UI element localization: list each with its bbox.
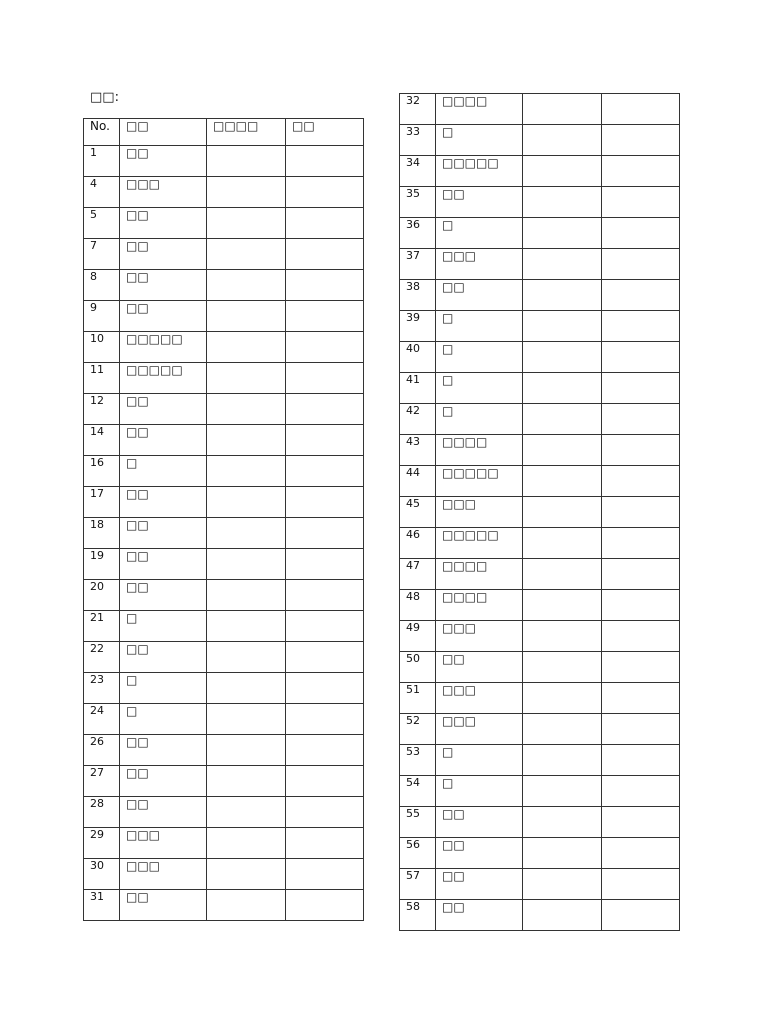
row-cell-4[interactable] [286,301,364,332]
row-name: □ [436,125,523,156]
row-name: □□ [120,549,207,580]
row-name: □ [120,611,207,642]
row-cell-3[interactable] [207,673,286,704]
row-name: □□ [120,797,207,828]
left-table-body [84,146,364,921]
row-cell-3[interactable] [523,900,602,931]
row-cell-4[interactable] [286,766,364,797]
row-cell-3[interactable] [207,425,286,456]
table-row [400,280,680,311]
row-number: 32 [400,94,436,125]
row-name: □□ [120,425,207,456]
row-number: 20 [84,580,120,611]
table-row [400,187,680,218]
row-cell-4[interactable] [602,435,680,466]
row-cell-4[interactable] [286,642,364,673]
row-name: □□ [436,838,523,869]
row-cell-4[interactable] [602,621,680,652]
table-row [400,838,680,869]
row-name: □□□ [120,828,207,859]
table-row [84,828,364,859]
table-row [84,487,364,518]
row-number: 26 [84,735,120,766]
row-cell-3[interactable] [207,146,286,177]
row-number: 48 [400,590,436,621]
row-number: 52 [400,714,436,745]
row-cell-4[interactable] [602,311,680,342]
row-number: 27 [84,766,120,797]
left-table [83,118,364,921]
row-number: 24 [84,704,120,735]
table-row [400,373,680,404]
row-name: □□□□ [436,435,523,466]
table-row [84,239,364,270]
row-cell-4[interactable] [602,900,680,931]
row-number: 33 [400,125,436,156]
row-number: 54 [400,776,436,807]
row-number: 35 [400,187,436,218]
row-name: □□ [120,301,207,332]
row-name: □ [436,404,523,435]
table-row [400,218,680,249]
table-row [84,549,364,580]
row-number: 34 [400,156,436,187]
row-cell-3[interactable] [207,611,286,642]
row-cell-3[interactable] [207,797,286,828]
row-name: □□□ [436,621,523,652]
row-cell-4[interactable] [602,497,680,528]
row-name: □□□□ [436,94,523,125]
row-name: □□□□ [436,590,523,621]
row-cell-4[interactable] [286,487,364,518]
table-row [84,673,364,704]
row-cell-4[interactable] [602,342,680,373]
row-cell-3[interactable] [523,404,602,435]
right-table [399,93,680,931]
row-number: 38 [400,280,436,311]
row-cell-3[interactable] [207,177,286,208]
row-name: □□□□□ [120,363,207,394]
row-number: 41 [400,373,436,404]
row-number: 53 [400,745,436,776]
table-row [84,301,364,332]
row-name: □□ [436,869,523,900]
row-name: □□ [120,766,207,797]
row-cell-3[interactable] [207,239,286,270]
row-cell-3[interactable] [523,652,602,683]
row-number: 55 [400,807,436,838]
row-cell-4[interactable] [602,218,680,249]
table-row [400,807,680,838]
row-number: 11 [84,363,120,394]
table-row [84,208,364,239]
row-cell-3[interactable] [207,394,286,425]
row-cell-4[interactable] [602,683,680,714]
row-number: 57 [400,869,436,900]
row-cell-4[interactable] [286,549,364,580]
row-name: □□□□□ [436,156,523,187]
row-cell-4[interactable] [602,652,680,683]
row-cell-3[interactable] [207,766,286,797]
table-row [84,642,364,673]
row-cell-3[interactable] [523,373,602,404]
row-cell-3[interactable] [207,332,286,363]
row-name: □□ [120,580,207,611]
table-row [84,797,364,828]
row-number: 45 [400,497,436,528]
table-row [400,342,680,373]
row-name: □ [120,456,207,487]
table-row [400,714,680,745]
table-row [400,745,680,776]
row-cell-3[interactable] [523,249,602,280]
row-cell-4[interactable] [602,528,680,559]
row-number: 31 [84,890,120,921]
row-number: 43 [400,435,436,466]
table-row [84,518,364,549]
row-cell-3[interactable] [207,642,286,673]
row-cell-4[interactable] [286,859,364,890]
row-name: □□ [120,518,207,549]
row-number: 47 [400,559,436,590]
row-cell-3[interactable] [523,745,602,776]
row-cell-4[interactable] [286,890,364,921]
row-name: □□□ [120,177,207,208]
row-cell-4[interactable] [602,249,680,280]
row-cell-3[interactable] [207,301,286,332]
row-cell-3[interactable] [207,549,286,580]
row-cell-3[interactable] [207,208,286,239]
row-number: 12 [84,394,120,425]
row-cell-3[interactable] [207,363,286,394]
row-number: 14 [84,425,120,456]
table-row [400,900,680,931]
table-row [400,249,680,280]
row-name: □□ [120,890,207,921]
row-cell-3[interactable] [523,435,602,466]
table-row [84,890,364,921]
row-cell-4[interactable] [286,673,364,704]
row-cell-4[interactable] [602,125,680,156]
row-cell-4[interactable] [286,518,364,549]
table-row [400,435,680,466]
table-row [84,177,364,208]
row-number: 22 [84,642,120,673]
row-cell-4[interactable] [602,745,680,776]
row-number: 5 [84,208,120,239]
row-number: 17 [84,487,120,518]
row-name: □□□ [120,859,207,890]
row-cell-3[interactable] [523,714,602,745]
row-cell-4[interactable] [602,466,680,497]
table-row [400,776,680,807]
row-name: □□ [120,642,207,673]
row-name: □□ [120,146,207,177]
table-row [400,528,680,559]
table-row [84,735,364,766]
row-cell-4[interactable] [286,177,364,208]
table-row [84,611,364,642]
table-header-row [84,119,364,146]
table-row [400,94,680,125]
row-name: □□ [436,280,523,311]
row-name: □□□□□ [436,466,523,497]
row-cell-3[interactable] [523,497,602,528]
row-cell-4[interactable] [286,425,364,456]
row-cell-3[interactable] [523,125,602,156]
row-cell-3[interactable] [523,559,602,590]
table-row [400,559,680,590]
table-row [84,766,364,797]
row-cell-3[interactable] [523,187,602,218]
table-row [84,425,364,456]
table-row [84,580,364,611]
row-cell-4[interactable] [602,838,680,869]
header-column-3: □□□□ [207,119,286,146]
row-number: 46 [400,528,436,559]
row-name: □□□□□ [436,528,523,559]
row-number: 50 [400,652,436,683]
row-cell-4[interactable] [286,797,364,828]
row-number: 51 [400,683,436,714]
row-number: 56 [400,838,436,869]
row-number: 49 [400,621,436,652]
row-cell-3[interactable] [523,94,602,125]
row-cell-4[interactable] [286,332,364,363]
row-cell-3[interactable] [523,218,602,249]
right-table-body [400,94,680,931]
row-cell-3[interactable] [523,590,602,621]
row-name: □□□ [436,497,523,528]
table-row [400,590,680,621]
row-name: □ [436,311,523,342]
row-number: 40 [400,342,436,373]
table-row [84,456,364,487]
row-number: 19 [84,549,120,580]
table-row [84,394,364,425]
row-name: □ [436,218,523,249]
table-row [400,683,680,714]
row-number: 44 [400,466,436,497]
row-cell-3[interactable] [523,466,602,497]
page-label: □□: [90,90,119,105]
row-cell-3[interactable] [207,704,286,735]
row-number: 29 [84,828,120,859]
row-cell-4[interactable] [602,869,680,900]
row-name: □□□ [436,249,523,280]
row-cell-4[interactable] [602,590,680,621]
row-name: □□ [436,807,523,838]
row-cell-4[interactable] [602,404,680,435]
row-cell-4[interactable] [602,714,680,745]
row-cell-4[interactable] [602,559,680,590]
row-cell-3[interactable] [207,270,286,301]
row-cell-3[interactable] [523,869,602,900]
row-number: 39 [400,311,436,342]
table-row [400,125,680,156]
row-cell-4[interactable] [286,580,364,611]
row-cell-3[interactable] [523,528,602,559]
row-cell-4[interactable] [602,94,680,125]
table-row [400,652,680,683]
row-cell-3[interactable] [207,828,286,859]
row-cell-4[interactable] [286,611,364,642]
row-cell-4[interactable] [286,208,364,239]
row-number: 7 [84,239,120,270]
row-number: 28 [84,797,120,828]
row-cell-3[interactable] [523,342,602,373]
row-cell-3[interactable] [523,280,602,311]
row-cell-4[interactable] [286,363,364,394]
row-cell-4[interactable] [286,270,364,301]
row-name: □□ [120,487,207,518]
row-cell-3[interactable] [207,580,286,611]
row-number: 9 [84,301,120,332]
row-cell-4[interactable] [602,280,680,311]
row-name: □□ [436,187,523,218]
row-cell-4[interactable] [602,187,680,218]
row-name: □□□ [436,714,523,745]
row-name: □ [436,373,523,404]
row-name: □ [436,745,523,776]
table-row [84,859,364,890]
row-cell-3[interactable] [523,156,602,187]
row-number: 1 [84,146,120,177]
row-cell-4[interactable] [286,239,364,270]
row-number: 36 [400,218,436,249]
row-cell-4[interactable] [602,807,680,838]
row-name: □ [436,342,523,373]
row-cell-4[interactable] [602,373,680,404]
row-name: □□ [120,270,207,301]
row-name: □□ [120,735,207,766]
row-name: □ [436,776,523,807]
row-cell-3[interactable] [523,838,602,869]
row-name: □□ [436,900,523,931]
row-number: 10 [84,332,120,363]
row-name: □ [120,704,207,735]
row-name: □□ [120,394,207,425]
row-cell-4[interactable] [602,776,680,807]
row-cell-4[interactable] [286,146,364,177]
row-name: □□□□ [436,559,523,590]
row-cell-3[interactable] [523,683,602,714]
row-name: □□□ [436,683,523,714]
table-row [400,156,680,187]
row-cell-4[interactable] [286,704,364,735]
row-cell-3[interactable] [207,518,286,549]
row-cell-3[interactable] [207,487,286,518]
row-cell-3[interactable] [523,621,602,652]
table-row [400,404,680,435]
header-column-4: □□ [286,119,364,146]
row-number: 21 [84,611,120,642]
header-no: No. [84,119,120,146]
row-cell-4[interactable] [286,735,364,766]
table-row [84,270,364,301]
row-name: □□ [120,208,207,239]
row-cell-3[interactable] [523,807,602,838]
row-number: 8 [84,270,120,301]
row-name: □□ [120,239,207,270]
table-row [84,332,364,363]
row-cell-3[interactable] [207,735,286,766]
table-row [400,497,680,528]
row-cell-4[interactable] [602,156,680,187]
row-name: □□ [436,652,523,683]
row-number: 42 [400,404,436,435]
row-name: □□□□□ [120,332,207,363]
header-name: □□ [120,119,207,146]
row-number: 18 [84,518,120,549]
table-row [400,311,680,342]
table-row [84,146,364,177]
row-cell-3[interactable] [523,776,602,807]
row-cell-4[interactable] [286,456,364,487]
table-row [400,466,680,497]
row-number: 23 [84,673,120,704]
table-row [84,363,364,394]
row-number: 30 [84,859,120,890]
row-name: □ [120,673,207,704]
row-number: 16 [84,456,120,487]
table-row [400,869,680,900]
row-cell-3[interactable] [207,890,286,921]
table-row [400,621,680,652]
row-cell-4[interactable] [286,828,364,859]
row-cell-3[interactable] [207,456,286,487]
row-cell-3[interactable] [207,859,286,890]
row-cell-3[interactable] [523,311,602,342]
table-row [84,704,364,735]
row-number: 58 [400,900,436,931]
row-number: 4 [84,177,120,208]
row-number: 37 [400,249,436,280]
row-cell-4[interactable] [286,394,364,425]
